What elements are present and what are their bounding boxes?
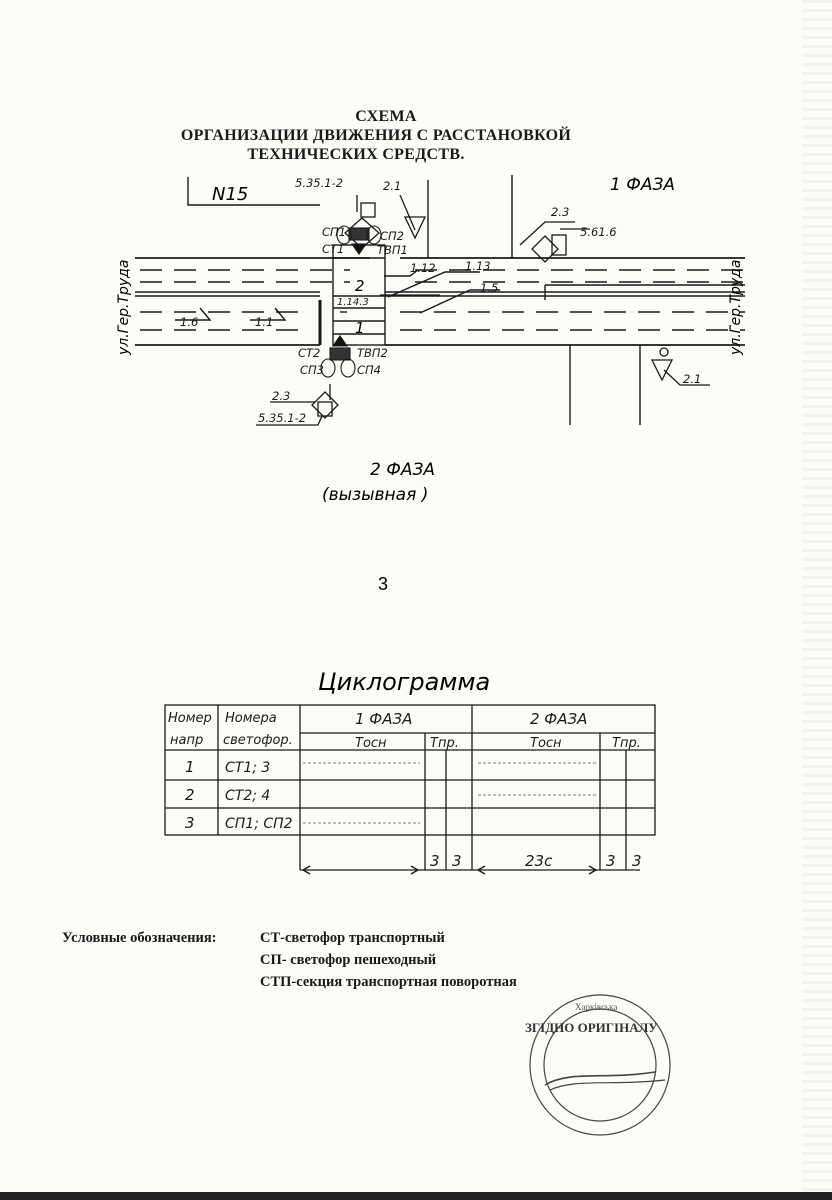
row-1-lights: СТ1; 3 bbox=[225, 760, 271, 776]
label-sign-23-right: 2.3 bbox=[551, 205, 570, 219]
legend-item-stp: СТП-секция транспортная поворотная bbox=[260, 974, 517, 990]
phase-2-label: 2 ФАЗА bbox=[370, 460, 436, 480]
street-name-right: ул.Гер.Труда bbox=[728, 259, 744, 355]
label-sign-5351-top: 5.35.1-2 bbox=[295, 176, 344, 190]
certification-stamp bbox=[515, 990, 685, 1140]
timing-p2-pr-b: 3 bbox=[632, 852, 642, 870]
timing-p2-main: 23с bbox=[525, 852, 553, 870]
scan-edge bbox=[802, 0, 832, 1200]
header-p1-t-main: Tосн bbox=[355, 736, 387, 751]
label-sign-21-bottom: 2.1 bbox=[683, 372, 702, 386]
label-sign-21-top: 2.1 bbox=[383, 179, 402, 193]
header-p2-t-main: Tосн bbox=[530, 736, 562, 751]
label-st1: СТ1 bbox=[322, 242, 345, 256]
label-sign-23-bottom: 2.3 bbox=[272, 389, 291, 403]
legend-item-sp: СП- светофор пешеходный bbox=[260, 952, 437, 968]
cyclogram-title: Циклограмма bbox=[318, 668, 491, 696]
label-sign-561-right: 5.61.6 bbox=[580, 225, 617, 239]
row-2-num: 2 bbox=[185, 786, 195, 804]
label-mark-11: 1.1 bbox=[255, 315, 274, 329]
label-st2: СТ2 bbox=[298, 346, 321, 360]
label-tvp2: ТВП2 bbox=[357, 346, 388, 360]
header-col2-line1: Номера bbox=[225, 711, 277, 726]
row-2-lights: СТ2; 4 bbox=[225, 788, 271, 804]
lane-1-number: 1 bbox=[355, 319, 365, 337]
page-number: 3 bbox=[378, 574, 389, 594]
header-col2-line2: светофор. bbox=[223, 733, 293, 748]
phase-2-sub: (вызывная ) bbox=[322, 485, 429, 505]
title-line-3: ТЕХНИЧЕСКИХ СРЕДСТВ. bbox=[247, 146, 465, 163]
label-mark-16: 1.6 bbox=[180, 315, 199, 329]
header-col1-line1: Номер bbox=[168, 711, 212, 726]
header-phase-2: 2 ФАЗА bbox=[530, 710, 588, 728]
label-sp1: СП1 bbox=[322, 225, 346, 239]
label-mark-15: 1.5 bbox=[480, 281, 499, 295]
label-tvp1: ТВП1 bbox=[377, 243, 408, 257]
timing-p2-pr-a: 3 bbox=[606, 852, 616, 870]
header-col1-line2: напр bbox=[170, 733, 204, 748]
label-sp3: СП3 bbox=[300, 363, 324, 377]
header-phase-1: 1 ФАЗА bbox=[355, 710, 413, 728]
title-line-2: ОРГАНИЗАЦИИ ДВИЖЕНИЯ С РАССТАНОВКОЙ bbox=[180, 127, 572, 144]
label-sign-5351-bottom: 5.35.1-2 bbox=[258, 411, 307, 425]
legend-item-st: СТ-светофор транспортный bbox=[260, 930, 445, 946]
label-mark-1143: 1.14.3 bbox=[337, 297, 369, 308]
header-p1-t-pr: Tпр. bbox=[430, 736, 459, 751]
row-3-num: 3 bbox=[185, 814, 195, 832]
timing-p1-pr-b: 3 bbox=[452, 852, 462, 870]
street-name-left: ул.Гер.Труда bbox=[116, 259, 132, 355]
header-p2-t-pr: Tпр. bbox=[612, 736, 641, 751]
row-1-num: 1 bbox=[185, 758, 195, 776]
phase-1-label: 1 ФАЗА bbox=[610, 175, 676, 195]
label-mark-112: 1.12 bbox=[410, 261, 436, 275]
stamp-text-region: Харківська bbox=[575, 1002, 618, 1012]
lane-2-number: 2 bbox=[355, 277, 365, 295]
scan-bottom-bar bbox=[0, 1192, 832, 1200]
legend-heading: Условные обозначения: bbox=[62, 930, 217, 946]
row-3-lights: СП1; СП2 bbox=[225, 816, 293, 832]
stamp-text-main: ЗГІДНО ОРИГІНАЛУ bbox=[525, 1020, 658, 1035]
timing-p1-pr-a: 3 bbox=[430, 852, 440, 870]
label-sp2-top: СП2 bbox=[380, 229, 404, 243]
scheme-number: N15 bbox=[212, 184, 249, 205]
label-sp4: СП4 bbox=[357, 363, 381, 377]
label-mark-13: 1.13 bbox=[465, 259, 491, 273]
title-line-1: СХЕМА bbox=[355, 108, 417, 125]
